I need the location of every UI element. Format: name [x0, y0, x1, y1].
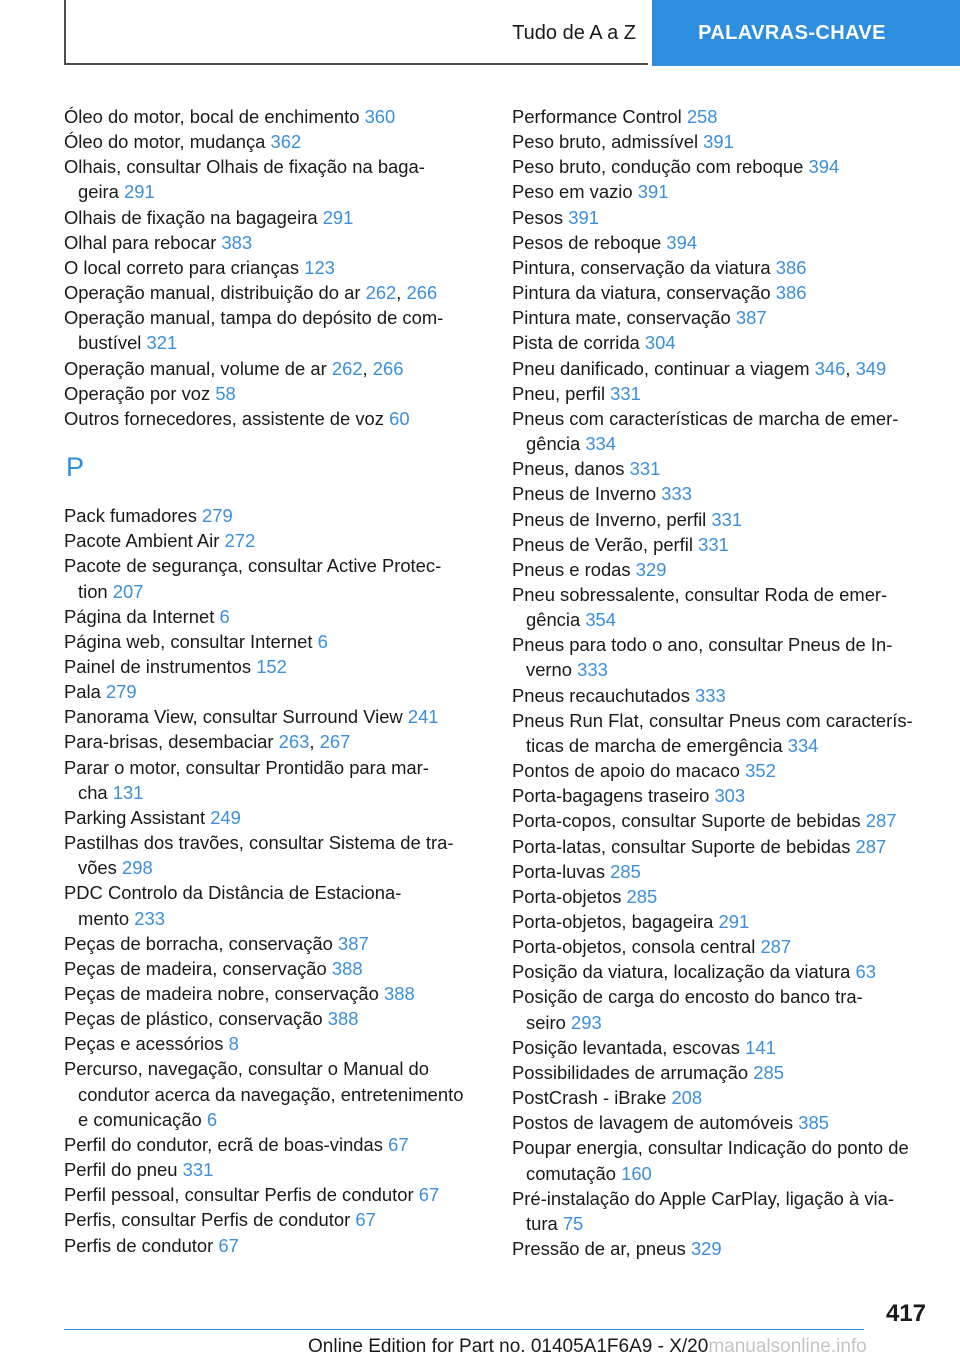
page-link[interactable]: 352 — [745, 760, 776, 782]
index-entry — [64, 230, 484, 255]
index-term: Olhais, consultar Olhais de fixação na baga- — [64, 156, 425, 178]
page-link[interactable]: 321 — [146, 332, 178, 354]
page-link[interactable]: 6 — [219, 605, 230, 627]
index-term: Postos de lavagem de automóveis — [512, 1112, 794, 1134]
page-separator: , — [845, 357, 851, 379]
index-entry — [64, 305, 484, 355]
page-separator: , — [396, 282, 402, 304]
page-link[interactable]: 208 — [671, 1087, 703, 1109]
index-entry — [64, 629, 484, 654]
page-link[interactable]: 360 — [364, 106, 396, 127]
footer — [308, 1336, 867, 1358]
index-entry — [512, 884, 932, 909]
page-link[interactable]: 207 — [112, 580, 144, 602]
index-entry — [512, 532, 932, 557]
page-link[interactable]: 362 — [270, 131, 302, 153]
page-link[interactable]: 241 — [407, 706, 439, 728]
page-link[interactable]: 388 — [384, 983, 415, 1004]
index-term: Pneus recauchutados — [512, 684, 690, 706]
page-link[interactable]: 354 — [585, 609, 617, 631]
index-entry — [64, 1006, 484, 1031]
index-entry — [64, 406, 484, 431]
index-term: Pesos — [512, 206, 564, 228]
index-term: Pneus de Inverno, perfil — [512, 508, 707, 530]
index-term: Operação manual, volume de ar — [64, 357, 327, 379]
page-link[interactable]: 285 — [610, 860, 641, 882]
page-link[interactable]: 334 — [585, 433, 617, 455]
index-term: Pneus de Inverno — [512, 483, 657, 505]
page-link[interactable]: 304 — [644, 332, 676, 354]
index-entry — [64, 154, 484, 204]
index-term: Pneus com características de marcha de emer- — [512, 407, 899, 429]
page-link[interactable]: 266 — [406, 282, 438, 304]
index-entry — [64, 704, 484, 729]
page-link[interactable]: 67 — [418, 1184, 440, 1206]
page-link[interactable]: 160 — [621, 1162, 652, 1184]
index-entry — [512, 582, 932, 632]
page-link[interactable]: 262 — [331, 357, 363, 379]
page-link[interactable]: 331 — [698, 533, 729, 555]
index-entry — [512, 1110, 932, 1135]
page-link[interactable]: 58 — [215, 382, 236, 404]
index-term-continuation: cha — [78, 781, 108, 803]
index-entry — [64, 356, 484, 381]
index-entry — [512, 557, 932, 582]
index-entry — [512, 280, 932, 305]
index-term: Operação manual, distribuição do ar — [64, 282, 361, 304]
index-term: Peças de borracha, conservação — [64, 932, 333, 954]
page-number: 417 — [885, 1300, 926, 1327]
index-entry — [64, 604, 484, 629]
index-term: Perfis, consultar Perfis de condutor — [64, 1209, 351, 1231]
index-term: Pack fumadores — [64, 505, 197, 527]
index-term: Pneu, perfil — [512, 382, 606, 404]
index-entry — [64, 381, 484, 406]
page-link[interactable]: 63 — [855, 961, 876, 983]
index-term-continuation: verno — [526, 659, 573, 681]
index-entry — [512, 934, 932, 959]
index-entry — [512, 406, 932, 456]
index-entry — [512, 104, 932, 129]
index-entry — [64, 104, 484, 129]
index-term: PostCrash - iBrake — [512, 1087, 667, 1109]
page-header — [0, 0, 960, 66]
index-term: Peças de plástico, conservação — [64, 1008, 323, 1030]
index-entry — [512, 984, 932, 1034]
index-entry — [64, 1132, 484, 1157]
page-link[interactable]: 262 — [365, 282, 397, 304]
page-link[interactable]: 263 — [278, 731, 310, 753]
index-term: Para-brisas, desembaciar — [64, 731, 274, 753]
index-entry — [64, 528, 484, 553]
index-entry — [512, 205, 932, 230]
index-term: Percurso, navegação, consultar o Manual do — [64, 1058, 429, 1080]
page-link[interactable]: 349 — [855, 357, 887, 379]
page-link[interactable]: 293 — [571, 1011, 602, 1033]
index-entry — [64, 956, 484, 981]
page-link[interactable]: 287 — [855, 835, 887, 857]
index-term: Porta-luvas — [512, 860, 606, 882]
page-link[interactable]: 331 — [711, 508, 743, 530]
index-entry — [64, 830, 484, 880]
page-link[interactable]: 298 — [121, 857, 153, 879]
page-link[interactable]: 279 — [202, 505, 233, 527]
index-entry — [512, 632, 932, 682]
index-term: Óleo do motor, mudança — [64, 131, 266, 153]
index-entry — [64, 255, 484, 280]
index-entry — [64, 981, 484, 1006]
index-term: Pneus de Verão, perfil — [512, 533, 693, 555]
page-link[interactable]: 285 — [626, 885, 658, 907]
index-entry — [512, 330, 932, 355]
page-link[interactable]: 303 — [714, 785, 746, 807]
index-entry — [512, 230, 932, 255]
index-entry — [512, 129, 932, 154]
index-entry — [512, 783, 932, 808]
index-term-continuation: comutação — [526, 1162, 616, 1184]
index-term: Pneus para todo o ano, consultar Pneus de In- — [512, 634, 893, 656]
page-link[interactable]: 386 — [775, 256, 807, 278]
page-link[interactable]: 391 — [703, 131, 734, 153]
index-term: Operação por voz — [64, 382, 211, 404]
section-tab[interactable]: Tudo de A a Z — [512, 22, 636, 44]
index-term: Peso bruto, admissível — [512, 131, 699, 153]
page-link[interactable]: 233 — [134, 907, 165, 929]
page-link[interactable]: 266 — [372, 357, 404, 379]
index-term: Pneu sobressalente, consultar Roda de emer- — [512, 583, 888, 605]
index-term: Porta-objetos — [512, 885, 622, 907]
index-term-continuation: seiro — [526, 1011, 566, 1033]
index-term: Painel de instrumentos — [64, 655, 252, 677]
index-term-continuation: tura — [526, 1212, 558, 1234]
index-term-continuation: mento — [78, 907, 130, 929]
index-term: Pneus e rodas — [512, 558, 631, 580]
page-link[interactable]: 141 — [745, 1036, 776, 1058]
page-link[interactable]: 123 — [304, 256, 335, 278]
index-entry — [512, 255, 932, 280]
index-column-left — [64, 104, 484, 1258]
index-column-right — [512, 104, 932, 1261]
index-term: Poupar energia, consultar Indicação do ponto de — [512, 1137, 909, 1159]
index-term: Perfil do condutor, ecrã de boas-vindas — [64, 1133, 383, 1155]
index-term: Peso em vazio — [512, 181, 633, 203]
index-term-continuation: ticas de marcha de emergência — [526, 734, 783, 756]
index-entry — [64, 1182, 484, 1207]
page-link[interactable]: 285 — [753, 1061, 784, 1083]
index-entry — [512, 683, 932, 708]
page-link[interactable]: 267 — [319, 731, 351, 753]
index-term: Pneus, danos — [512, 458, 625, 480]
page-link[interactable]: 131 — [112, 781, 144, 803]
index-term: Peso bruto, condução com reboque — [512, 156, 804, 178]
page-link[interactable]: 291 — [718, 911, 750, 932]
index-term: O local correto para crianças — [64, 256, 300, 278]
index-term: Página da Internet — [64, 605, 215, 627]
index-entry — [64, 931, 484, 956]
page-link[interactable]: 272 — [224, 530, 256, 552]
index-term: Perfis de condutor — [64, 1234, 214, 1256]
index-term: Pala — [64, 681, 101, 703]
index-term: Pontos de apoio do macaco — [512, 760, 740, 782]
index-term: Porta-copos, consultar Suporte de bebidas — [512, 810, 861, 832]
footer-divider — [64, 1329, 864, 1330]
index-term: Pastilhas dos travões, consultar Sistema de tra- — [64, 832, 454, 854]
footer-edition: Online Edition for Part no. 01405A1F6A9 - X/20 — [308, 1336, 709, 1357]
index-entry — [64, 280, 484, 305]
index-entry — [64, 129, 484, 154]
index-term-continuation: bustível — [78, 332, 142, 354]
index-entry — [512, 1135, 932, 1185]
index-entry — [512, 758, 932, 783]
page-link[interactable]: 6 — [206, 1108, 218, 1130]
index-term: Pneu danificado, continuar a viagem — [512, 357, 810, 379]
index-term: Pintura, conservação da viatura — [512, 256, 771, 278]
index-term-continuation: vões — [78, 857, 117, 879]
index-term: Peças de madeira, conservação — [64, 957, 327, 979]
page-link[interactable]: 67 — [388, 1133, 409, 1155]
index-term-continuation: gência — [526, 433, 581, 455]
keywords-tab-label: PALAVRAS-CHAVE — [698, 21, 886, 44]
index-term-continuation: tion — [78, 580, 108, 602]
page-link[interactable]: 287 — [760, 936, 792, 958]
page-link[interactable]: 386 — [775, 282, 807, 304]
index-term: Pintura mate, conservação — [512, 307, 731, 329]
index-entry — [512, 154, 932, 179]
page-link[interactable]: 329 — [635, 558, 667, 580]
index-entry — [64, 729, 484, 754]
page-link[interactable]: 67 — [355, 1209, 376, 1231]
index-entry — [512, 1085, 932, 1110]
page-link[interactable]: 67 — [218, 1234, 239, 1256]
index-term: PDC Controlo da Distância de Estaciona- — [64, 882, 402, 904]
index-term: Porta-latas, consultar Suporte de bebidas — [512, 835, 851, 857]
index-term: Porta-objetos, consola central — [512, 936, 756, 958]
index-entry — [512, 481, 932, 506]
index-entry — [512, 959, 932, 984]
page-separator: , — [309, 731, 315, 753]
page-link[interactable]: 279 — [105, 681, 137, 703]
index-entry — [64, 1157, 484, 1182]
page-link[interactable]: 291 — [124, 181, 155, 203]
index-entry — [512, 834, 932, 859]
page-link[interactable]: 391 — [568, 206, 599, 228]
index-letter-heading: P — [66, 452, 85, 483]
index-term: Panorama View, consultar Surround View — [64, 706, 403, 728]
index-term: Porta-objetos, bagageira — [512, 911, 714, 932]
index-term-continuation: e comunicação — [78, 1108, 202, 1130]
keywords-tab[interactable] — [652, 0, 960, 66]
index-term-continuation: geira — [78, 181, 119, 203]
footer-watermark: manualsonline.info — [708, 1336, 867, 1357]
page-link[interactable]: 333 — [695, 684, 726, 706]
page-link[interactable]: 383 — [221, 231, 253, 253]
page-link[interactable]: 75 — [562, 1212, 584, 1234]
index-entry — [64, 1233, 484, 1258]
index-term: Pressão de ar, pneus — [512, 1238, 686, 1260]
page-link[interactable]: 387 — [338, 932, 369, 954]
page-link[interactable]: 8 — [228, 1033, 239, 1055]
index-entry — [512, 305, 932, 330]
index-entry — [64, 205, 484, 230]
index-entry — [512, 1186, 932, 1236]
index-entry — [64, 880, 484, 930]
index-entry — [512, 1236, 932, 1261]
header-divider-horizontal — [64, 63, 648, 65]
index-term: Olhal para rebocar — [64, 231, 217, 253]
index-entry — [512, 808, 932, 833]
page-link[interactable]: 287 — [865, 810, 897, 832]
index-term: Perfil pessoal, consultar Perfis de condutor — [64, 1184, 414, 1206]
page-link[interactable]: 391 — [637, 181, 669, 203]
index-entry — [64, 1031, 484, 1056]
index-term: Posição levantada, escovas — [512, 1036, 740, 1058]
index-entry — [64, 805, 484, 830]
index-term: Parking Assistant — [64, 806, 206, 828]
index-term: Parar o motor, consultar Prontidão para mar- — [64, 756, 429, 778]
index-entry — [512, 507, 932, 532]
index-entry — [64, 1056, 484, 1131]
index-entry — [64, 553, 484, 603]
index-term-continuation: condutor acerca da navegação, entretenimento — [78, 1083, 464, 1105]
index-entry — [64, 654, 484, 679]
index-term: Posição da viatura, localização da viatura — [512, 961, 851, 983]
index-term: Pneus Run Flat, consultar Pneus com caracterís- — [512, 709, 913, 731]
index-term-continuation: gência — [526, 609, 581, 631]
index-entry — [512, 859, 932, 884]
index-term: Performance Control — [512, 106, 682, 127]
index-entry — [512, 381, 932, 406]
index-term: Pacote Ambient Air — [64, 530, 220, 552]
index-term: Pacote de segurança, consultar Active Protec- — [64, 555, 442, 577]
index-term: Outros fornecedores, assistente de voz — [64, 407, 384, 429]
index-term: Peças e acessórios — [64, 1033, 224, 1055]
index-entry — [64, 755, 484, 805]
page-link[interactable]: 152 — [256, 655, 287, 677]
index-term: Operação manual, tampa do depósito de com- — [64, 307, 444, 329]
page-link[interactable]: 6 — [317, 630, 328, 652]
index-term: Pista de corrida — [512, 332, 640, 354]
index-term: Óleo do motor, bocal de enchimento — [64, 106, 360, 127]
index-entry — [512, 456, 932, 481]
index-entry — [64, 679, 484, 704]
page-link[interactable]: 331 — [182, 1159, 214, 1181]
page-link[interactable]: 394 — [666, 231, 698, 253]
page-link[interactable]: 329 — [690, 1238, 722, 1260]
index-entry — [512, 1060, 932, 1085]
index-entry — [512, 909, 932, 934]
page-link[interactable]: 388 — [327, 1008, 359, 1030]
page-link[interactable]: 388 — [331, 957, 363, 979]
index-term: Olhais de fixação na bagageira — [64, 206, 318, 228]
page-link[interactable]: 387 — [735, 307, 767, 329]
page-link[interactable]: 249 — [210, 806, 241, 828]
index-term: Pesos de reboque — [512, 231, 662, 253]
page-link[interactable]: 291 — [322, 206, 354, 228]
index-entry — [64, 1207, 484, 1232]
index-term: Página web, consultar Internet — [64, 630, 313, 652]
index-entry — [512, 708, 932, 758]
page-link[interactable]: 333 — [661, 483, 692, 505]
index-entry — [512, 179, 932, 204]
index-term: Porta-bagagens traseiro — [512, 785, 710, 807]
header-divider-vertical — [64, 0, 66, 64]
page-link[interactable]: 258 — [686, 106, 718, 127]
page-link[interactable]: 333 — [577, 659, 608, 681]
index-term: Perfil do pneu — [64, 1159, 178, 1181]
page-link[interactable]: 394 — [808, 156, 840, 178]
index-term: Pintura da viatura, conservação — [512, 282, 771, 304]
index-term: Pré-instalação do Apple CarPlay, ligação à via- — [512, 1187, 894, 1209]
page-link[interactable]: 385 — [798, 1112, 829, 1134]
index-term: Possibilidades de arrumação — [512, 1061, 749, 1083]
index-entry — [512, 1035, 932, 1060]
page-link[interactable]: 60 — [389, 407, 410, 429]
page-link[interactable]: 331 — [610, 382, 641, 404]
page-separator: , — [362, 357, 368, 379]
index-entry — [64, 503, 484, 528]
page-link[interactable]: 346 — [814, 357, 846, 379]
index-entry — [512, 356, 932, 381]
index-term: Peças de madeira nobre, conservação — [64, 983, 379, 1004]
page-link[interactable]: 334 — [787, 734, 819, 756]
index-term: Posição de carga do encosto do banco tra- — [512, 986, 863, 1008]
page-link[interactable]: 331 — [629, 458, 661, 480]
